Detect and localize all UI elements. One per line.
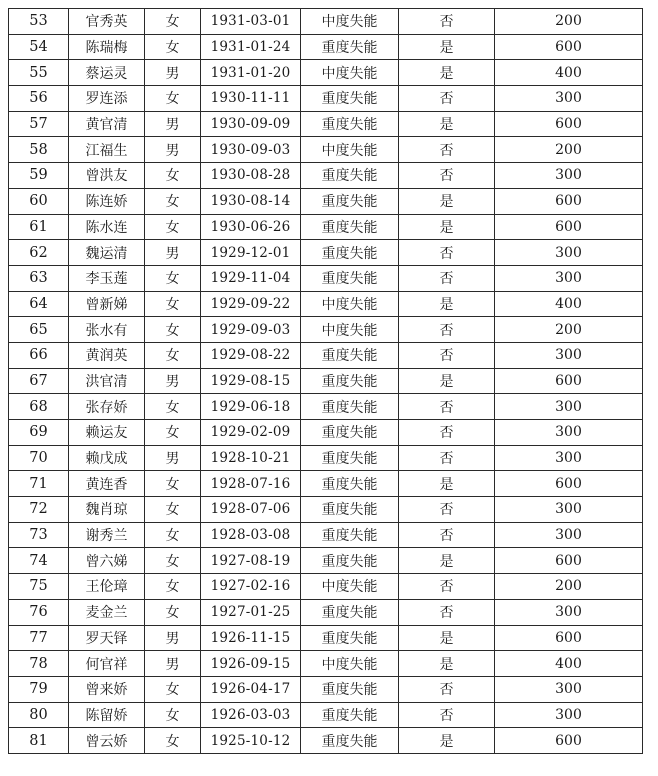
table-row bbox=[9, 368, 643, 394]
row-number: 77 bbox=[9, 625, 69, 651]
name-cell: 曾来娇 bbox=[69, 676, 145, 702]
row-number: 54 bbox=[9, 34, 69, 60]
row-number: 79 bbox=[9, 676, 69, 702]
row-number: 76 bbox=[9, 599, 69, 625]
birth-date-cell: 1929-02-09 bbox=[201, 420, 301, 446]
gender-cell: 女 bbox=[145, 265, 201, 291]
flag-cell: 否 bbox=[399, 599, 495, 625]
table-row bbox=[9, 188, 643, 214]
name-cell: 曾洪友 bbox=[69, 163, 145, 189]
flag-cell: 否 bbox=[399, 342, 495, 368]
table-row bbox=[9, 214, 643, 240]
row-number: 62 bbox=[9, 240, 69, 266]
birth-date-cell: 1925-10-12 bbox=[201, 728, 301, 754]
table-row bbox=[9, 111, 643, 137]
name-cell: 魏运清 bbox=[69, 240, 145, 266]
name-cell: 赖戊成 bbox=[69, 445, 145, 471]
table-row bbox=[9, 728, 643, 754]
flag-cell: 否 bbox=[399, 240, 495, 266]
amount-cell: 200 bbox=[495, 574, 643, 600]
name-cell: 张水有 bbox=[69, 317, 145, 343]
table-row bbox=[9, 34, 643, 60]
disability-level-cell: 中度失能 bbox=[301, 137, 399, 163]
row-number: 63 bbox=[9, 265, 69, 291]
name-cell: 官秀英 bbox=[69, 9, 145, 35]
amount-cell: 400 bbox=[495, 60, 643, 86]
amount-cell: 300 bbox=[495, 702, 643, 728]
birth-date-cell: 1930-06-26 bbox=[201, 214, 301, 240]
name-cell: 罗天铎 bbox=[69, 625, 145, 651]
birth-date-cell: 1926-11-15 bbox=[201, 625, 301, 651]
row-number: 67 bbox=[9, 368, 69, 394]
amount-cell: 600 bbox=[495, 625, 643, 651]
flag-cell: 是 bbox=[399, 60, 495, 86]
amount-cell: 600 bbox=[495, 728, 643, 754]
disability-level-cell: 重度失能 bbox=[301, 625, 399, 651]
row-number: 81 bbox=[9, 728, 69, 754]
name-cell: 陈瑞梅 bbox=[69, 34, 145, 60]
table-row bbox=[9, 163, 643, 189]
table-row bbox=[9, 522, 643, 548]
flag-cell: 否 bbox=[399, 702, 495, 728]
flag-cell: 是 bbox=[399, 34, 495, 60]
birth-date-cell: 1927-01-25 bbox=[201, 599, 301, 625]
gender-cell: 女 bbox=[145, 394, 201, 420]
gender-cell: 女 bbox=[145, 574, 201, 600]
gender-cell: 男 bbox=[145, 240, 201, 266]
birth-date-cell: 1929-11-04 bbox=[201, 265, 301, 291]
flag-cell: 否 bbox=[399, 137, 495, 163]
amount-cell: 300 bbox=[495, 420, 643, 446]
name-cell: 黄连香 bbox=[69, 471, 145, 497]
row-number: 66 bbox=[9, 342, 69, 368]
amount-cell: 200 bbox=[495, 9, 643, 35]
disability-level-cell: 中度失能 bbox=[301, 60, 399, 86]
birth-date-cell: 1928-03-08 bbox=[201, 522, 301, 548]
name-cell: 谢秀兰 bbox=[69, 522, 145, 548]
disability-level-cell: 重度失能 bbox=[301, 188, 399, 214]
document-page bbox=[8, 8, 642, 754]
table-row bbox=[9, 60, 643, 86]
table-row bbox=[9, 651, 643, 677]
row-number: 53 bbox=[9, 9, 69, 35]
flag-cell: 是 bbox=[399, 188, 495, 214]
amount-cell: 300 bbox=[495, 522, 643, 548]
disability-level-cell: 重度失能 bbox=[301, 111, 399, 137]
disability-level-cell: 中度失能 bbox=[301, 9, 399, 35]
row-number: 72 bbox=[9, 497, 69, 523]
gender-cell: 女 bbox=[145, 599, 201, 625]
name-cell: 蔡运灵 bbox=[69, 60, 145, 86]
table-row bbox=[9, 342, 643, 368]
amount-cell: 400 bbox=[495, 291, 643, 317]
row-number: 68 bbox=[9, 394, 69, 420]
amount-cell: 600 bbox=[495, 34, 643, 60]
gender-cell: 女 bbox=[145, 188, 201, 214]
row-number: 58 bbox=[9, 137, 69, 163]
birth-date-cell: 1926-03-03 bbox=[201, 702, 301, 728]
birth-date-cell: 1931-03-01 bbox=[201, 9, 301, 35]
name-cell: 曾新娣 bbox=[69, 291, 145, 317]
flag-cell: 否 bbox=[399, 676, 495, 702]
flag-cell: 否 bbox=[399, 445, 495, 471]
row-number: 55 bbox=[9, 60, 69, 86]
gender-cell: 男 bbox=[145, 651, 201, 677]
name-cell: 江福生 bbox=[69, 137, 145, 163]
flag-cell: 否 bbox=[399, 522, 495, 548]
flag-cell: 是 bbox=[399, 471, 495, 497]
birth-date-cell: 1930-08-28 bbox=[201, 163, 301, 189]
disability-level-cell: 重度失能 bbox=[301, 214, 399, 240]
table-row bbox=[9, 317, 643, 343]
table-row bbox=[9, 471, 643, 497]
birth-date-cell: 1929-08-22 bbox=[201, 342, 301, 368]
name-cell: 黄官清 bbox=[69, 111, 145, 137]
amount-cell: 300 bbox=[495, 445, 643, 471]
amount-cell: 600 bbox=[495, 111, 643, 137]
gender-cell: 男 bbox=[145, 625, 201, 651]
row-number: 75 bbox=[9, 574, 69, 600]
gender-cell: 男 bbox=[145, 368, 201, 394]
table-row bbox=[9, 574, 643, 600]
birth-date-cell: 1927-08-19 bbox=[201, 548, 301, 574]
gender-cell: 男 bbox=[145, 137, 201, 163]
name-cell: 魏肖琼 bbox=[69, 497, 145, 523]
birth-date-cell: 1928-10-21 bbox=[201, 445, 301, 471]
flag-cell: 是 bbox=[399, 291, 495, 317]
name-cell: 陈留娇 bbox=[69, 702, 145, 728]
amount-cell: 200 bbox=[495, 317, 643, 343]
birth-date-cell: 1930-11-11 bbox=[201, 86, 301, 112]
gender-cell: 女 bbox=[145, 471, 201, 497]
flag-cell: 是 bbox=[399, 214, 495, 240]
flag-cell: 否 bbox=[399, 317, 495, 343]
disability-level-cell: 中度失能 bbox=[301, 317, 399, 343]
disability-level-cell: 重度失能 bbox=[301, 471, 399, 497]
flag-cell: 否 bbox=[399, 265, 495, 291]
disability-level-cell: 重度失能 bbox=[301, 420, 399, 446]
birth-date-cell: 1931-01-20 bbox=[201, 60, 301, 86]
name-cell: 洪官清 bbox=[69, 368, 145, 394]
birth-date-cell: 1928-07-06 bbox=[201, 497, 301, 523]
name-cell: 张存娇 bbox=[69, 394, 145, 420]
flag-cell: 否 bbox=[399, 86, 495, 112]
table-row bbox=[9, 240, 643, 266]
gender-cell: 男 bbox=[145, 111, 201, 137]
flag-cell: 否 bbox=[399, 394, 495, 420]
table-row bbox=[9, 394, 643, 420]
gender-cell: 女 bbox=[145, 86, 201, 112]
name-cell: 麦金兰 bbox=[69, 599, 145, 625]
name-cell: 陈连娇 bbox=[69, 188, 145, 214]
row-number: 65 bbox=[9, 317, 69, 343]
birth-date-cell: 1929-09-22 bbox=[201, 291, 301, 317]
amount-cell: 200 bbox=[495, 137, 643, 163]
row-number: 60 bbox=[9, 188, 69, 214]
gender-cell: 男 bbox=[145, 60, 201, 86]
row-number: 57 bbox=[9, 111, 69, 137]
flag-cell: 否 bbox=[399, 420, 495, 446]
gender-cell: 男 bbox=[145, 445, 201, 471]
disability-level-cell: 中度失能 bbox=[301, 574, 399, 600]
row-number: 69 bbox=[9, 420, 69, 446]
row-number: 61 bbox=[9, 214, 69, 240]
gender-cell: 女 bbox=[145, 34, 201, 60]
amount-cell: 600 bbox=[495, 214, 643, 240]
disability-level-cell: 重度失能 bbox=[301, 548, 399, 574]
flag-cell: 是 bbox=[399, 728, 495, 754]
name-cell: 黄润英 bbox=[69, 342, 145, 368]
flag-cell: 否 bbox=[399, 574, 495, 600]
disability-level-cell: 重度失能 bbox=[301, 240, 399, 266]
row-number: 70 bbox=[9, 445, 69, 471]
name-cell: 罗连添 bbox=[69, 86, 145, 112]
birth-date-cell: 1929-12-01 bbox=[201, 240, 301, 266]
amount-cell: 400 bbox=[495, 651, 643, 677]
table-row bbox=[9, 137, 643, 163]
name-cell: 李玉莲 bbox=[69, 265, 145, 291]
row-number: 78 bbox=[9, 651, 69, 677]
gender-cell: 女 bbox=[145, 163, 201, 189]
table-row bbox=[9, 676, 643, 702]
amount-cell: 300 bbox=[495, 86, 643, 112]
gender-cell: 女 bbox=[145, 214, 201, 240]
amount-cell: 600 bbox=[495, 548, 643, 574]
amount-cell: 300 bbox=[495, 342, 643, 368]
gender-cell: 女 bbox=[145, 317, 201, 343]
disability-level-cell: 中度失能 bbox=[301, 291, 399, 317]
flag-cell: 是 bbox=[399, 548, 495, 574]
amount-cell: 600 bbox=[495, 188, 643, 214]
disability-level-cell: 重度失能 bbox=[301, 728, 399, 754]
disability-level-cell: 重度失能 bbox=[301, 522, 399, 548]
flag-cell: 是 bbox=[399, 625, 495, 651]
birth-date-cell: 1926-04-17 bbox=[201, 676, 301, 702]
birth-date-cell: 1929-09-03 bbox=[201, 317, 301, 343]
row-number: 59 bbox=[9, 163, 69, 189]
gender-cell: 女 bbox=[145, 702, 201, 728]
name-cell: 曾云娇 bbox=[69, 728, 145, 754]
table-row bbox=[9, 86, 643, 112]
name-cell: 何官祥 bbox=[69, 651, 145, 677]
birth-date-cell: 1931-01-24 bbox=[201, 34, 301, 60]
gender-cell: 女 bbox=[145, 497, 201, 523]
disability-level-cell: 重度失能 bbox=[301, 34, 399, 60]
gender-cell: 女 bbox=[145, 676, 201, 702]
birth-date-cell: 1930-09-09 bbox=[201, 111, 301, 137]
table-row bbox=[9, 702, 643, 728]
table-row bbox=[9, 291, 643, 317]
disability-level-cell: 重度失能 bbox=[301, 497, 399, 523]
flag-cell: 是 bbox=[399, 368, 495, 394]
row-number: 80 bbox=[9, 702, 69, 728]
disability-level-cell: 重度失能 bbox=[301, 445, 399, 471]
birth-date-cell: 1928-07-16 bbox=[201, 471, 301, 497]
table-row bbox=[9, 420, 643, 446]
flag-cell: 否 bbox=[399, 9, 495, 35]
amount-cell: 300 bbox=[495, 240, 643, 266]
table-row bbox=[9, 265, 643, 291]
birth-date-cell: 1927-02-16 bbox=[201, 574, 301, 600]
table-row bbox=[9, 9, 643, 35]
flag-cell: 是 bbox=[399, 111, 495, 137]
disability-level-cell: 重度失能 bbox=[301, 394, 399, 420]
disability-level-cell: 重度失能 bbox=[301, 702, 399, 728]
disability-level-cell: 重度失能 bbox=[301, 676, 399, 702]
disability-level-cell: 重度失能 bbox=[301, 163, 399, 189]
records-table bbox=[8, 8, 643, 754]
amount-cell: 300 bbox=[495, 163, 643, 189]
amount-cell: 300 bbox=[495, 599, 643, 625]
disability-level-cell: 重度失能 bbox=[301, 599, 399, 625]
amount-cell: 600 bbox=[495, 471, 643, 497]
amount-cell: 300 bbox=[495, 265, 643, 291]
birth-date-cell: 1930-09-03 bbox=[201, 137, 301, 163]
table-row bbox=[9, 599, 643, 625]
amount-cell: 600 bbox=[495, 368, 643, 394]
gender-cell: 女 bbox=[145, 9, 201, 35]
birth-date-cell: 1930-08-14 bbox=[201, 188, 301, 214]
table-row bbox=[9, 625, 643, 651]
amount-cell: 300 bbox=[495, 676, 643, 702]
gender-cell: 女 bbox=[145, 548, 201, 574]
disability-level-cell: 重度失能 bbox=[301, 368, 399, 394]
amount-cell: 300 bbox=[495, 394, 643, 420]
disability-level-cell: 重度失能 bbox=[301, 86, 399, 112]
birth-date-cell: 1926-09-15 bbox=[201, 651, 301, 677]
disability-level-cell: 重度失能 bbox=[301, 265, 399, 291]
name-cell: 陈水连 bbox=[69, 214, 145, 240]
flag-cell: 是 bbox=[399, 651, 495, 677]
flag-cell: 否 bbox=[399, 497, 495, 523]
row-number: 56 bbox=[9, 86, 69, 112]
gender-cell: 女 bbox=[145, 522, 201, 548]
name-cell: 王伦璋 bbox=[69, 574, 145, 600]
table-row bbox=[9, 497, 643, 523]
gender-cell: 女 bbox=[145, 342, 201, 368]
birth-date-cell: 1929-08-15 bbox=[201, 368, 301, 394]
row-number: 64 bbox=[9, 291, 69, 317]
flag-cell: 否 bbox=[399, 163, 495, 189]
table-row bbox=[9, 445, 643, 471]
table-body bbox=[9, 9, 643, 754]
amount-cell: 300 bbox=[495, 497, 643, 523]
row-number: 71 bbox=[9, 471, 69, 497]
gender-cell: 女 bbox=[145, 291, 201, 317]
gender-cell: 女 bbox=[145, 728, 201, 754]
row-number: 73 bbox=[9, 522, 69, 548]
gender-cell: 女 bbox=[145, 420, 201, 446]
disability-level-cell: 重度失能 bbox=[301, 342, 399, 368]
birth-date-cell: 1929-06-18 bbox=[201, 394, 301, 420]
disability-level-cell: 中度失能 bbox=[301, 651, 399, 677]
row-number: 74 bbox=[9, 548, 69, 574]
table-row bbox=[9, 548, 643, 574]
name-cell: 曾六娣 bbox=[69, 548, 145, 574]
name-cell: 赖运友 bbox=[69, 420, 145, 446]
